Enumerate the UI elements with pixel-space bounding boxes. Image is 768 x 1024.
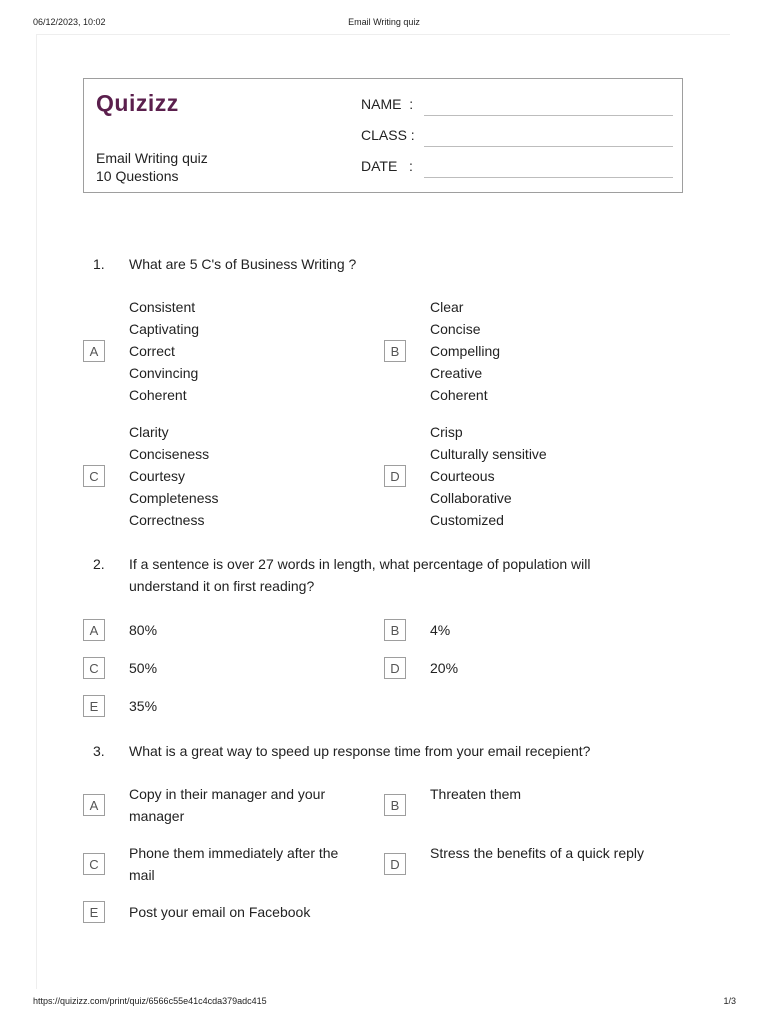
q3-option-b-box[interactable]: B — [384, 794, 406, 816]
question-2-number: 2. — [93, 556, 105, 572]
name-field — [361, 94, 673, 116]
question-1-text: What are 5 C's of Business Writing ? — [129, 256, 357, 272]
class-line[interactable] — [424, 146, 673, 147]
date-line[interactable] — [424, 177, 673, 178]
q3-option-d-text: Stress the benefits of a quick reply — [430, 845, 644, 861]
question-2-text: If a sentence is over 27 words in length, what percentage of population will understand it on first reading? — [129, 556, 591, 594]
q2-option-d-text: 20% — [430, 660, 459, 676]
q1-option-d-box[interactable]: D — [384, 465, 406, 487]
quiz-title: Email Writing quiz — [96, 150, 208, 166]
q2-option-a-box[interactable]: A — [83, 619, 105, 641]
question-3-text: What is a great way to speed up response time from your email recepient? — [129, 743, 591, 759]
q3-option-e-text: Post your email on Facebook — [129, 904, 311, 920]
print-page-number: 1/3 — [723, 996, 736, 1006]
q2-option-b-text: 4% — [430, 622, 451, 638]
q2-option-a-text: 80% — [129, 622, 158, 638]
question-1-number: 1. — [93, 256, 105, 272]
name-line[interactable] — [424, 115, 673, 116]
class-label: CLASS : — [361, 127, 415, 143]
q3-option-d-box[interactable]: D — [384, 853, 406, 875]
q2-option-c-text: 50% — [129, 660, 158, 676]
q3-option-c-text: Phone them immediately after the mail — [129, 845, 339, 883]
q3-option-e-box[interactable]: E — [83, 901, 105, 923]
svg-text:Quizizz: Quizizz — [96, 90, 179, 116]
q1-option-b-box[interactable]: B — [384, 340, 406, 362]
question-count: 10 Questions — [96, 168, 179, 184]
name-label: NAME : — [361, 96, 414, 112]
date-field — [361, 156, 673, 178]
q2-option-d-box[interactable]: D — [384, 657, 406, 679]
q2-option-e-box[interactable]: E — [83, 695, 105, 717]
q1-option-c-box[interactable]: C — [83, 465, 105, 487]
q3-option-a-text: Copy in their manager and your manager — [129, 786, 326, 824]
print-datetime: 06/12/2023, 10:02 — [33, 17, 106, 27]
q2-option-c-box[interactable]: C — [83, 657, 105, 679]
q2-option-b-box[interactable]: B — [384, 619, 406, 641]
quiz-header-box — [83, 78, 683, 193]
page-border-left — [36, 34, 37, 989]
quizizz-logo — [96, 87, 196, 117]
q3-option-a-box[interactable]: A — [83, 794, 105, 816]
page-border-top — [36, 34, 730, 35]
q3-option-b-text: Threaten them — [430, 786, 522, 802]
question-3-number: 3. — [93, 743, 105, 759]
print-url: https://quizizz.com/print/quiz/6566c55e41c4cda379adc415 — [33, 996, 267, 1006]
print-title: Email Writing quiz — [348, 17, 420, 27]
q1-option-a-box[interactable]: A — [83, 340, 105, 362]
q3-option-c-box[interactable]: C — [83, 853, 105, 875]
date-label: DATE : — [361, 158, 413, 174]
q1-option-c-text: Clarity Conciseness Courtesy Completeness Correctness — [129, 424, 219, 528]
q1-option-b-text: Clear Concise Compelling Creative Coherent — [430, 299, 501, 403]
q1-option-d-text: Crisp Culturally sensitive Courteous Collaborative Customized — [430, 424, 547, 528]
class-field — [361, 125, 673, 147]
q1-option-a-text: Consistent Captivating Correct Convincing Coherent — [129, 299, 200, 403]
q2-option-e-text: 35% — [129, 698, 158, 714]
